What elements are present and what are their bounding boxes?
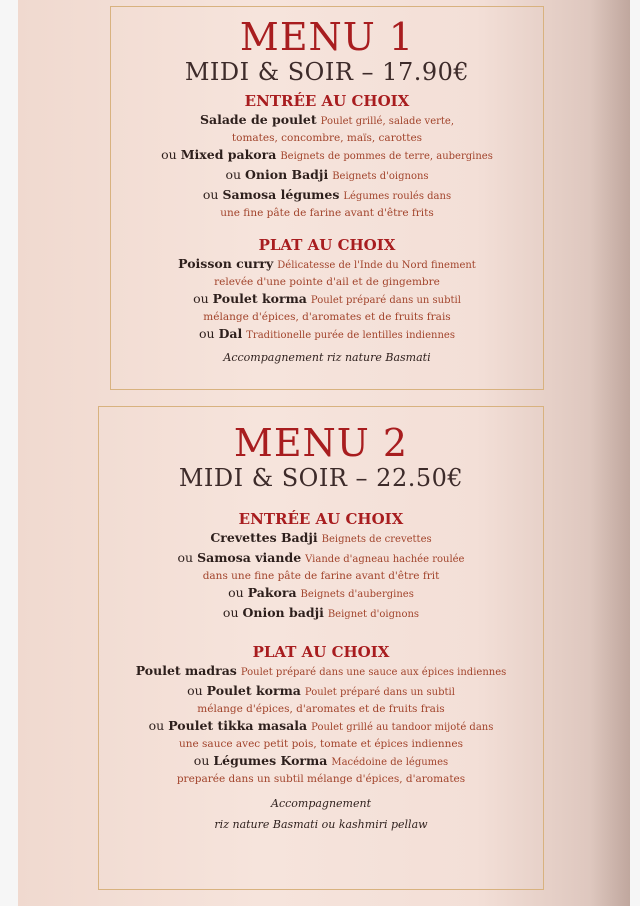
item-name: Salade de poulet — [199, 112, 317, 127]
item-desc-cont: relevée d'une pointe d'ail et de gingembre — [214, 276, 440, 288]
item-desc-cont: preparée dans un subtil mélange d'épices, d'aromates — [176, 773, 466, 785]
item-name: Légumes Korma — [213, 753, 328, 768]
page-shadow — [590, 0, 630, 906]
item-desc: Poulet préparé dans une sauce aux épices indiennes — [240, 667, 507, 678]
item-desc: Beignets de crevettes — [321, 534, 432, 545]
item-name: Poulet korma — [206, 683, 301, 698]
item-prefix: ou — [193, 753, 214, 768]
item-name: Crevettes Badji — [210, 530, 318, 545]
menu-2-card — [98, 406, 544, 890]
item-prefix: ou — [177, 550, 198, 565]
menu-1-price: MIDI & SOIR – 17.90€ — [184, 58, 470, 86]
menu-2-plat-item — [99, 717, 543, 737]
item-prefix: ou — [202, 187, 223, 202]
menu-2-plat-item — [99, 662, 543, 682]
menu-1-entree-item — [111, 111, 543, 131]
item-name: Poulet korma — [212, 291, 307, 306]
item-desc-cont: mélange d'épices, d'aromates et de fruits frais — [203, 311, 451, 323]
item-name: Dal — [218, 326, 243, 341]
item-name: Samosa légumes — [222, 187, 340, 202]
item-prefix: ou — [228, 585, 248, 600]
item-desc-cont: tomates, concombre, maïs, carottes — [231, 132, 423, 144]
menu-2-entree-item — [99, 529, 543, 549]
item-name: Mixed pakora — [180, 147, 277, 162]
item-desc: Poulet préparé dans un subtil — [304, 687, 455, 698]
item-name: Onion Badji — [245, 167, 329, 182]
item-desc: Macédoine de légumes — [331, 757, 449, 768]
item-desc: Beignets d'oignons — [332, 171, 429, 182]
menu-1-plat-title: PLAT AU CHOIX — [258, 236, 396, 254]
item-prefix: ou — [161, 147, 181, 162]
item-prefix: ou — [187, 683, 207, 698]
item-desc: Légumes roulés dans — [343, 191, 452, 202]
item-desc: Poulet grillé, salade verte, — [320, 116, 455, 127]
item-desc: Viande d'agneau hachée roulée — [305, 554, 465, 565]
menu-2-entree-item — [99, 604, 543, 624]
item-prefix: ou — [225, 167, 246, 182]
item-desc: Beignets de pommes de terre, aubergines — [280, 151, 493, 162]
item-desc: Poulet préparé dans un subtil — [310, 295, 461, 306]
menu-1-plat-item — [111, 255, 543, 275]
item-desc: Délicatesse de l'Inde du Nord finement — [277, 260, 476, 271]
item-name: Poulet madras — [135, 663, 237, 678]
item-desc-cont: mélange d'épices, d'aromates et de fruits frais — [197, 703, 445, 715]
item-name: Poisson curry — [178, 256, 274, 271]
menu-1-plat-item — [111, 290, 543, 310]
menu-2-entree-item — [99, 584, 543, 604]
item-desc-cont: une sauce avec petit pois, tomate et épices indiennes — [178, 738, 464, 750]
menu-1-entree-item — [111, 186, 543, 206]
item-name: Pakora — [247, 585, 297, 600]
menu-1-entree-item — [111, 166, 543, 186]
menu-1-card — [110, 6, 544, 390]
item-name: Samosa viande — [197, 550, 302, 565]
item-desc: Poulet grillé au tandoor mijoté dans — [311, 722, 494, 733]
item-name: Onion badji — [242, 605, 324, 620]
item-desc: Traditionelle purée de lentilles indiennes — [246, 330, 455, 341]
item-desc: Beignet d'oignons — [327, 609, 420, 620]
menu-1-accompaniment: Accompagnement riz nature Basmati — [223, 351, 431, 364]
menu-1-entree-item — [111, 146, 543, 166]
item-prefix: ou — [193, 291, 213, 306]
menu-1-title: MENU 1 — [239, 15, 415, 59]
menu-2-plat-title: PLAT AU CHOIX — [252, 643, 390, 661]
menu-2-title: MENU 2 — [233, 421, 409, 465]
item-prefix: ou — [148, 718, 169, 733]
menu-1-plat-item — [111, 325, 543, 345]
menu-2-plat-item — [99, 682, 543, 702]
item-desc: Beignets d'aubergines — [300, 589, 414, 600]
menu-2-accompaniment-title: Accompagnement — [271, 797, 371, 810]
item-prefix: ou — [222, 605, 243, 620]
menu-2-entree-item — [99, 549, 543, 569]
item-prefix: ou — [199, 326, 219, 341]
item-desc-cont: une fine pâte de farine avant d'être frits — [220, 207, 434, 219]
menu-1-entree-title: ENTRÉE AU CHOIX — [244, 92, 410, 110]
menu-2-entree-title: ENTRÉE AU CHOIX — [238, 510, 404, 528]
item-desc-cont: dans une fine pâte de farine avant d'être frit — [202, 570, 440, 582]
menu-2-price: MIDI & SOIR – 22.50€ — [178, 464, 464, 492]
item-name: Poulet tikka masala — [168, 718, 308, 733]
menu-2-accompaniment-detail: riz nature Basmati ou kashmiri pellaw — [214, 818, 428, 831]
menu-2-plat-item — [99, 752, 543, 772]
